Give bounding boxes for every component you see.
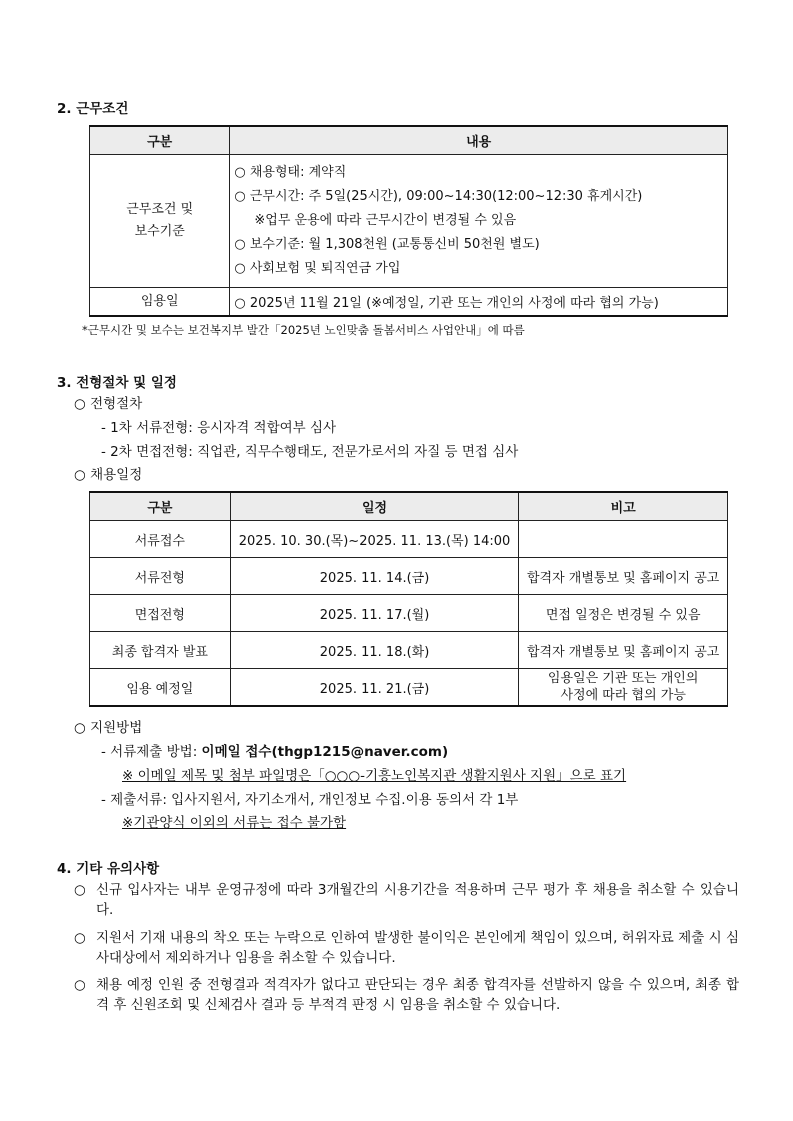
remark-cell: 면접 일정은 변경될 수 있음 [519,595,728,632]
header-stage: 구분 [90,492,231,521]
table-row [90,558,728,595]
date-cell: 2025. 11. 14.(금) [230,558,519,595]
notice-item [74,975,739,1015]
date-cell: 2025. 10. 30.(목)~2025. 11. 13.(목) 14:00 [230,521,519,558]
employment-type: ○ 채용형태: 계약직 [234,165,347,180]
process-step-1: - 1차 서류전형: 응시자격 적합여부 심사 [101,420,337,436]
section-title-selection: 3. 전형절차 및 일정 [57,375,177,391]
header-remark: 비고 [519,492,728,521]
apply-method-prefix: - 서류제출 방법: [101,744,202,760]
appointment-date-cell: ○ 2025년 11월 21일 (※예정일, 기관 또는 개인의 사정에 따라 협의 가능) [230,288,728,317]
bullet-mark: ○ [74,882,86,898]
work-hours-note: ※업무 운용에 따라 근무시간이 변경될 수 있음 [254,213,517,228]
apply-method [101,740,448,760]
date-cell: 2025. 11. 17.(월) [230,595,519,632]
category-line: 보수기준 [134,224,185,239]
bullet-mark: ○ [74,977,86,993]
table-row [90,521,728,558]
category-cell: 임용일 [90,288,230,317]
table-row [90,155,728,288]
date-cell: 2025. 11. 21.(금) [230,669,519,707]
apply-method-note: ※ 이메일 제목 및 첨부 파일명은「○○○-기흥노인복지관 생활지원사 지원」으로 표기 [122,768,627,784]
remark-cell: 합격자 개별통보 및 홈페이지 공고 [519,558,728,595]
section-title-work-conditions: 2. 근무조건 [57,101,129,117]
stage-cell: 서류접수 [90,521,231,558]
notice-item [74,880,739,920]
salary: ○ 보수기준: 월 1,308천원 (교통통신비 50천원 별도) [234,237,540,252]
table-row [90,595,728,632]
notice-text: 지원서 기재 내용의 착오 또는 누락으로 인하여 발생한 불이익은 본인에게 책임이 있으며, 허위자료 제출 시 심사대상에서 제외하거나 임용을 취소할 수 있습니다. [96,930,739,966]
documents-note: ※기관양식 이외의 서류는 접수 불가함 [122,815,347,831]
content-cell [230,155,728,288]
notice-text: 채용 예정 인원 중 전형결과 적격자가 없다고 판단되는 경우 최종 합격자를 선발하지 않을 수 있으며, 최종 합격 후 신원조회 및 신체검사 결과 등 부적격 판정 시 임용을 취소할 수 있습니다. [96,977,739,1013]
remark-cell [519,521,728,558]
header-category: 구분 [90,126,230,155]
stage-cell: 임용 예정일 [90,669,231,707]
stage-cell: 서류전형 [90,558,231,595]
notice-item [74,928,739,968]
notice-text: 신규 입사자는 내부 운영규정에 따라 3개월간의 시용기간을 적용하며 근무 평가 후 채용을 취소할 수 있습니다. [96,882,739,918]
stage-cell: 최종 합격자 발표 [90,632,231,669]
footnote: *근무시간 및 보수는 보건복지부 발간「2025년 노인맞춤 돌봄서비스 사업안내」에 따름 [82,323,525,337]
category-line: 근무조건 및 [126,202,194,217]
remark-cell [519,669,728,707]
header-date: 일정 [230,492,519,521]
table-row [90,288,728,317]
apply-method-email: 이메일 접수(thgp1215@naver.com) [201,744,449,760]
schedule-label: ○ 채용일정 [74,467,143,483]
bullet-mark: ○ [74,930,86,946]
category-cell [90,155,230,288]
table-header-row [90,492,728,521]
header-content: 내용 [230,126,728,155]
work-conditions-table [89,125,728,317]
table-row [90,632,728,669]
table-row [90,669,728,707]
required-documents: - 제출서류: 입사지원서, 자기소개서, 개인정보 수집.이용 동의서 각 1부 [101,792,519,808]
work-hours: ○ 근무시간: 주 5일(25시간), 09:00~14:30(12:00~12:30 휴게시간) [234,189,643,204]
insurance: ○ 사회보험 및 퇴직연금 가입 [234,261,401,276]
remark-cell: 합격자 개별통보 및 홈페이지 공고 [519,632,728,669]
section-title-notes: 4. 기타 유의사항 [57,861,160,877]
date-cell: 2025. 11. 18.(화) [230,632,519,669]
process-label: ○ 전형절차 [74,396,143,412]
process-step-2: - 2차 면접전형: 직업관, 직무수행태도, 전문가로서의 자질 등 면접 심사 [101,444,519,460]
remark-line: 사정에 따라 협의 가능 [560,688,686,703]
schedule-table [89,491,728,707]
stage-cell: 면접전형 [90,595,231,632]
remark-line: 임용일은 기관 또는 개인의 [547,671,699,686]
table-header-row [90,126,728,155]
apply-label: ○ 지원방법 [74,720,143,736]
